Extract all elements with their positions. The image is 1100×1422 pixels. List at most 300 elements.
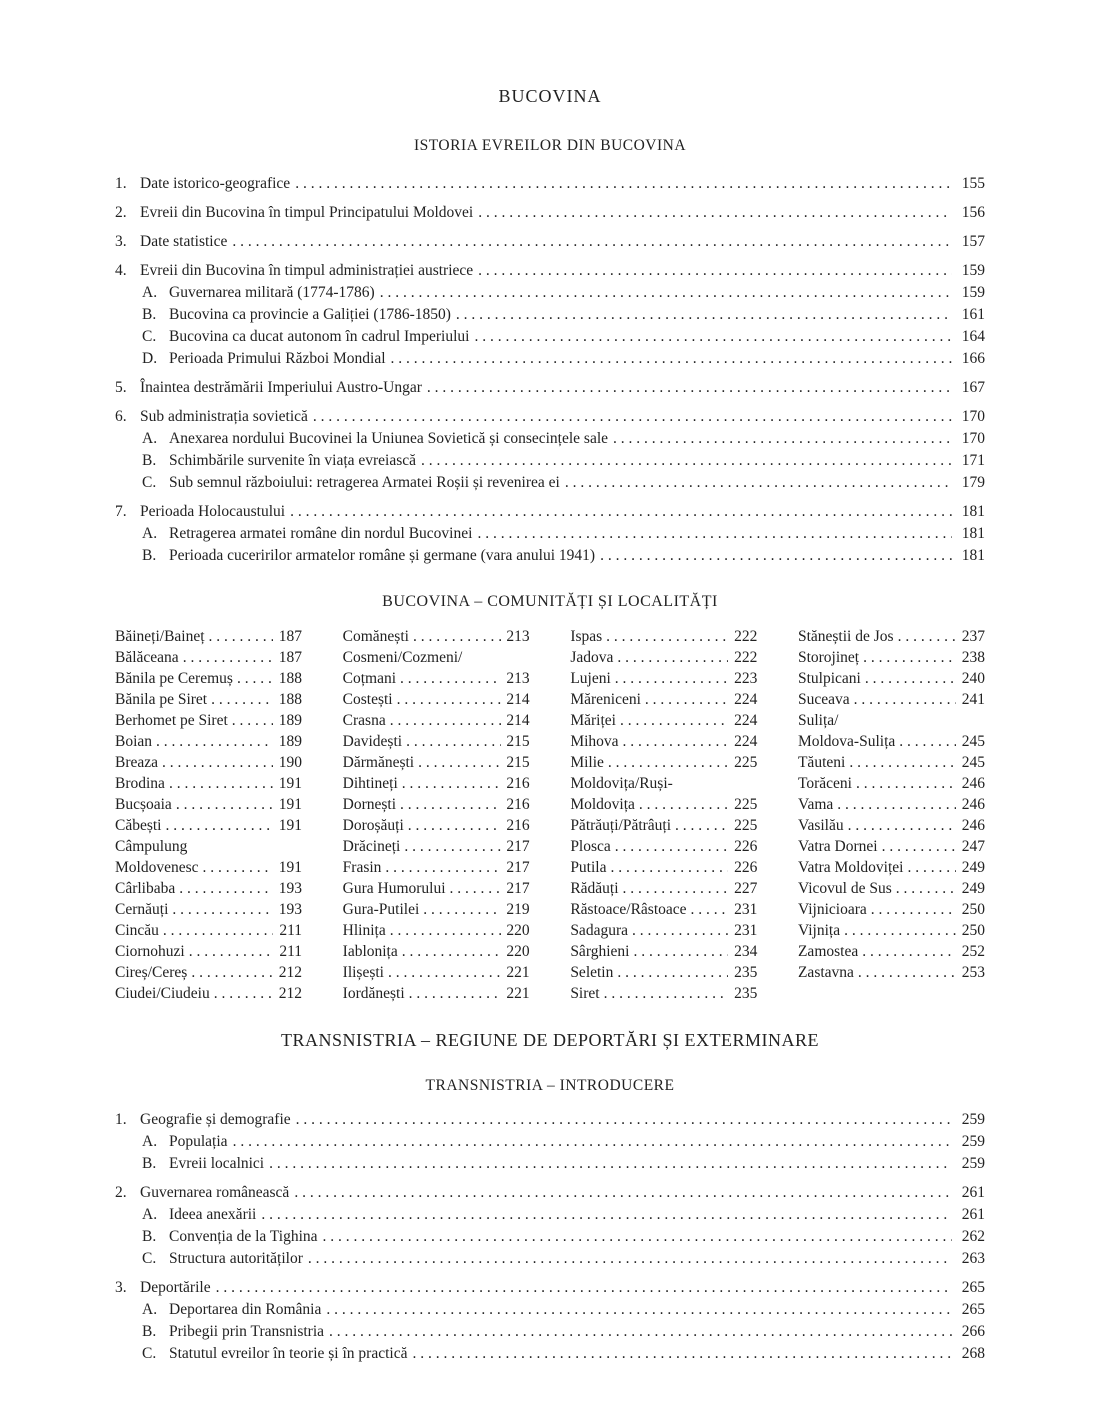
toc-entry — [115, 348, 985, 370]
entry-title: Evreii localnici — [169, 1155, 265, 1172]
locality-entry — [798, 899, 985, 920]
locality-name: Costești — [342, 691, 393, 708]
locality-name: Stăneștii de Jos — [797, 628, 894, 645]
locality-page-number: 250 — [961, 922, 985, 939]
dot-leader — [610, 857, 728, 878]
dot-leader — [623, 731, 729, 752]
locality-column — [798, 626, 985, 1004]
locality-name: Gura-Putilei — [342, 901, 420, 918]
locality-page-number: 246 — [961, 775, 985, 792]
locality-entry — [570, 710, 757, 731]
locality-page-number: 216 — [506, 775, 530, 792]
entry-number: 2. — [115, 1184, 127, 1201]
locality-name: Comănești — [342, 628, 409, 645]
entry-title: Populația — [169, 1133, 228, 1150]
entry-page-number: 170 — [961, 408, 985, 425]
entry-number: 3. — [115, 233, 127, 250]
entry-number: C. — [142, 328, 157, 345]
locality-name: Jadova — [570, 649, 614, 666]
toc-entry — [115, 1343, 985, 1365]
locality-entry — [115, 731, 302, 752]
dot-leader — [478, 202, 952, 224]
dot-leader — [406, 731, 501, 752]
locality-page-number: 217 — [506, 859, 530, 876]
dot-leader — [269, 1153, 952, 1175]
toc-entry — [115, 1299, 985, 1321]
dot-leader — [844, 920, 956, 941]
dot-leader — [858, 962, 956, 983]
dot-leader — [390, 920, 501, 941]
locality-name: Vasilău — [797, 817, 844, 834]
locality-entry — [115, 836, 302, 857]
locality-page-number: 226 — [734, 859, 758, 876]
entry-number: 6. — [115, 408, 127, 425]
entry-title: Deportările — [140, 1279, 211, 1296]
entry-page-number: 159 — [961, 284, 985, 301]
dot-leader — [632, 920, 728, 941]
entry-page-number: 159 — [961, 262, 985, 279]
locality-name: Moldova-Sulița — [797, 733, 896, 750]
locality-name: Coțmani — [342, 670, 397, 687]
locality-page-number: 249 — [961, 859, 985, 876]
toc-entry — [115, 1131, 985, 1153]
dot-leader — [865, 668, 956, 689]
dot-leader — [856, 773, 956, 794]
locality-name: Băineți/Baineț — [115, 628, 205, 645]
entry-page-number: 261 — [961, 1184, 985, 1201]
dot-leader — [477, 523, 952, 545]
locality-name: Brodina — [115, 775, 165, 792]
toc-entry — [115, 1204, 985, 1226]
entry-page-number: 259 — [961, 1155, 985, 1172]
dot-leader — [390, 710, 501, 731]
entry-page-number: 268 — [961, 1345, 985, 1362]
dot-leader — [189, 941, 273, 962]
dot-leader — [478, 260, 952, 282]
entry-title: Date istorico-geografice — [140, 175, 291, 192]
dot-leader — [604, 983, 729, 1004]
dot-leader — [183, 647, 273, 668]
locality-entry — [343, 731, 530, 752]
toc-entry — [115, 1277, 985, 1299]
dot-leader — [179, 878, 273, 899]
dot-leader — [203, 857, 273, 878]
toc-entry — [115, 326, 985, 348]
dot-leader — [261, 1204, 952, 1226]
locality-entry — [570, 941, 757, 962]
locality-page-number: 193 — [278, 880, 302, 897]
locality-page-number: 214 — [506, 712, 530, 729]
locality-name: Vatra Dornei — [797, 838, 878, 855]
locality-name: Vatra Moldoviței — [797, 859, 904, 876]
locality-name: Dihtineți — [342, 775, 398, 792]
locality-page-number: 216 — [506, 817, 530, 834]
dot-leader — [216, 1277, 952, 1299]
section-subtitle-istoria: ISTORIA EVREILOR DIN BUCOVINA — [413, 137, 687, 154]
locality-entry — [570, 815, 757, 836]
entry-title: Guvernarea românească — [140, 1184, 290, 1201]
dot-leader — [214, 983, 273, 1004]
entry-number: A. — [142, 284, 158, 301]
toc-entry — [115, 282, 985, 304]
dot-leader — [233, 1131, 952, 1153]
dot-leader — [882, 836, 956, 857]
locality-page-number: 253 — [961, 964, 985, 981]
locality-entry — [570, 878, 757, 899]
locality-name: Bălăceana — [115, 649, 179, 666]
locality-entry — [115, 941, 302, 962]
entry-title: Statutul evreilor în teorie și în practică — [169, 1345, 408, 1362]
entry-number: B. — [142, 547, 157, 564]
locality-page-number: 222 — [734, 649, 758, 666]
entry-number: 2. — [115, 204, 127, 221]
locality-entry — [798, 731, 985, 752]
entry-number: 1. — [115, 1111, 127, 1128]
localities-columns — [115, 626, 985, 1004]
entry-page-number: 181 — [961, 503, 985, 520]
locality-entry — [115, 752, 302, 773]
dot-leader — [608, 752, 728, 773]
toc-entry — [115, 231, 985, 253]
entry-number: B. — [142, 306, 157, 323]
entry-number: C. — [142, 1250, 157, 1267]
locality-entry — [343, 752, 530, 773]
locality-entry — [115, 794, 302, 815]
locality-page-number: 238 — [961, 649, 985, 666]
entry-title: Bucovina ca provincie a Galiției (1786-1850) — [169, 306, 451, 323]
locality-entry — [798, 626, 985, 647]
locality-page-number: 246 — [961, 796, 985, 813]
locality-page-number: 217 — [506, 838, 530, 855]
dot-leader — [308, 1248, 952, 1270]
entry-page-number: 266 — [961, 1323, 985, 1340]
locality-name: Zastavna — [797, 964, 854, 981]
toc-entry — [115, 1321, 985, 1343]
dot-leader — [620, 710, 728, 731]
locality-entry — [570, 668, 757, 689]
locality-entry — [343, 668, 530, 689]
locality-page-number: 235 — [734, 985, 758, 1002]
locality-name: Doroșăuți — [342, 817, 404, 834]
locality-entry — [570, 752, 757, 773]
locality-page-number: 220 — [506, 943, 530, 960]
locality-entry — [115, 647, 302, 668]
entry-number: A. — [142, 1301, 158, 1318]
dot-leader — [329, 1321, 952, 1343]
locality-entry — [798, 920, 985, 941]
entry-page-number: 262 — [961, 1228, 985, 1245]
locality-name: Moldovița/Ruși- — [570, 775, 673, 792]
locality-name: Răstoace/Râstoace — [570, 901, 687, 918]
locality-entry — [570, 647, 757, 668]
locality-page-number: 188 — [278, 670, 302, 687]
locality-entry — [115, 857, 302, 878]
entry-title: Pribegii prin Transnistria — [169, 1323, 325, 1340]
locality-column — [343, 626, 530, 1004]
dot-leader — [380, 282, 952, 304]
entry-page-number: 265 — [961, 1279, 985, 1296]
dot-leader — [863, 647, 956, 668]
locality-name: Drăcineți — [342, 838, 401, 855]
dot-leader — [176, 794, 273, 815]
locality-page-number: 231 — [734, 922, 758, 939]
entry-title: Evreii din Bucovina în timpul administrației austriece — [140, 262, 474, 279]
locality-column — [115, 626, 302, 1004]
locality-entry — [343, 689, 530, 710]
locality-name: Breaza — [115, 754, 159, 771]
locality-entry — [570, 962, 757, 983]
entry-page-number: 170 — [961, 430, 985, 447]
section-subtitle-introducere: TRANSNISTRIA – INTRODUCERE — [425, 1077, 675, 1094]
entry-page-number: 181 — [961, 547, 985, 564]
entry-number: A. — [142, 430, 158, 447]
entry-title: Deportarea din România — [169, 1301, 322, 1318]
dot-leader — [633, 941, 728, 962]
entry-page-number: 259 — [961, 1111, 985, 1128]
dot-leader — [404, 836, 500, 857]
entry-title: Convenția de la Tighina — [169, 1228, 318, 1245]
locality-name: Vicovul de Sus — [797, 880, 892, 897]
locality-entry — [570, 626, 757, 647]
locality-entry — [343, 710, 530, 731]
dot-leader — [400, 668, 501, 689]
locality-page-number: 216 — [506, 796, 530, 813]
locality-entry — [570, 689, 757, 710]
transnistria-toc-list — [115, 1109, 985, 1365]
entry-page-number: 155 — [961, 175, 985, 192]
entry-title: Guvernarea militară (1774-1786) — [169, 284, 375, 301]
locality-page-number: 221 — [506, 985, 530, 1002]
dot-leader — [691, 899, 729, 920]
locality-page-number: 215 — [506, 733, 530, 750]
entry-page-number: 265 — [961, 1301, 985, 1318]
locality-name: Sadagura — [570, 922, 628, 939]
dot-leader — [837, 794, 956, 815]
entry-page-number: 156 — [961, 204, 985, 221]
locality-page-number: 249 — [961, 880, 985, 897]
dot-leader — [169, 773, 273, 794]
locality-name: Dărmănești — [342, 754, 415, 771]
dot-leader — [645, 689, 728, 710]
entry-title: Date statistice — [140, 233, 228, 250]
locality-entry — [343, 794, 530, 815]
dot-leader — [232, 231, 952, 253]
locality-name: Seletin — [570, 964, 614, 981]
dot-leader — [313, 406, 952, 428]
locality-page-number: 223 — [734, 670, 758, 687]
locality-page-number: 193 — [278, 901, 302, 918]
locality-page-number: 227 — [734, 880, 758, 897]
toc-entry — [115, 304, 985, 326]
dot-leader — [617, 647, 728, 668]
locality-entry — [115, 773, 302, 794]
locality-page-number: 237 — [961, 628, 985, 645]
locality-name: Ilișești — [342, 964, 384, 981]
locality-entry — [570, 773, 757, 794]
locality-name: Măreniceni — [570, 691, 641, 708]
locality-entry — [115, 626, 302, 647]
entry-title: Anexarea nordului Bucovinei la Uniunea Sovietică și consecințele sale — [169, 430, 609, 447]
locality-page-number: 247 — [961, 838, 985, 855]
entry-number: 1. — [115, 175, 127, 192]
locality-name: Davidești — [342, 733, 403, 750]
dot-leader — [606, 626, 728, 647]
entry-page-number: 164 — [961, 328, 985, 345]
locality-name: Moldovenesc — [115, 859, 199, 876]
locality-entry — [798, 710, 985, 731]
locality-entry — [570, 899, 757, 920]
locality-page-number: 213 — [506, 670, 530, 687]
locality-page-number: 250 — [961, 901, 985, 918]
dot-leader — [408, 815, 501, 836]
dot-leader — [418, 752, 501, 773]
locality-entry — [798, 689, 985, 710]
locality-entry — [570, 836, 757, 857]
locality-name: Gura Humorului — [342, 880, 446, 897]
entry-number: 3. — [115, 1279, 127, 1296]
dot-leader — [565, 472, 952, 494]
locality-entry — [343, 920, 530, 941]
locality-entry — [343, 815, 530, 836]
dot-leader — [907, 857, 956, 878]
dot-leader — [237, 668, 273, 689]
dot-leader — [600, 545, 952, 567]
dot-leader — [156, 731, 273, 752]
toc-entry — [115, 1109, 985, 1131]
entry-page-number: 263 — [961, 1250, 985, 1267]
locality-page-number: 212 — [278, 964, 302, 981]
locality-name: Frasin — [342, 859, 382, 876]
locality-page-number: 245 — [961, 733, 985, 750]
locality-name: Măriței — [570, 712, 616, 729]
section-heading-transnistria: TRANSNISTRIA – REGIUNE DE DEPORTĂRI ȘI EXTERMINARE — [281, 1030, 819, 1050]
entry-title: Schimbările survenite în viața evreiască — [169, 452, 417, 469]
locality-entry — [798, 773, 985, 794]
toc-entry — [115, 428, 985, 450]
locality-name: Bucșoaia — [115, 796, 172, 813]
locality-entry — [115, 920, 302, 941]
locality-entry — [115, 878, 302, 899]
entry-number: 7. — [115, 503, 127, 520]
locality-page-number: 221 — [506, 964, 530, 981]
locality-name: Sârghieni — [570, 943, 630, 960]
dot-leader — [323, 1226, 952, 1248]
locality-page-number: 211 — [279, 943, 302, 960]
dot-leader — [290, 501, 952, 523]
entry-number: A. — [142, 1133, 158, 1150]
locality-entry — [115, 668, 302, 689]
toc-entry — [115, 1248, 985, 1270]
locality-name: Cireș/Cereș — [115, 964, 188, 981]
locality-name: Căbești — [115, 817, 162, 834]
page-title: BUCOVINA — [498, 86, 602, 106]
locality-name: Cernăuți — [115, 901, 169, 918]
locality-page-number: 191 — [278, 817, 302, 834]
locality-page-number: 191 — [278, 775, 302, 792]
entry-page-number: 179 — [961, 474, 985, 491]
locality-name: Lujeni — [570, 670, 611, 687]
locality-page-number: 222 — [734, 628, 758, 645]
locality-entry — [343, 878, 530, 899]
dot-leader — [296, 1109, 952, 1131]
locality-page-number: 234 — [734, 943, 758, 960]
locality-name: Putila — [570, 859, 607, 876]
locality-entry — [115, 983, 302, 1004]
dot-leader — [294, 1182, 952, 1204]
locality-page-number: 213 — [506, 628, 530, 645]
bucovina-toc-list — [115, 173, 985, 567]
dot-leader — [397, 689, 501, 710]
locality-name: Ciudei/Ciudeiu — [115, 985, 210, 1002]
locality-name: Bănila pe Siret — [115, 691, 208, 708]
entry-page-number: 166 — [961, 350, 985, 367]
dot-leader — [456, 304, 952, 326]
locality-name: Pătrăuți/Pătrâuți — [570, 817, 672, 834]
toc-entry — [115, 1226, 985, 1248]
locality-page-number: 224 — [734, 733, 758, 750]
locality-page-number: 212 — [278, 985, 302, 1002]
locality-page-number: 225 — [734, 817, 758, 834]
locality-name: Ispas — [570, 628, 603, 645]
toc-entry — [115, 501, 985, 523]
locality-page-number: 189 — [278, 733, 302, 750]
entry-page-number: 261 — [961, 1206, 985, 1223]
locality-page-number: 224 — [734, 691, 758, 708]
dot-leader — [402, 773, 501, 794]
locality-name: Vijnița — [797, 922, 841, 939]
entry-page-number: 167 — [961, 379, 985, 396]
locality-entry — [343, 836, 530, 857]
toc-entry — [115, 1182, 985, 1204]
dot-leader — [639, 794, 728, 815]
locality-entry — [343, 647, 530, 668]
locality-page-number: 224 — [734, 712, 758, 729]
dot-leader — [209, 626, 273, 647]
entry-title: Ideea anexării — [169, 1206, 257, 1223]
entry-page-number: 157 — [961, 233, 985, 250]
dot-leader — [412, 1343, 952, 1365]
locality-entry — [798, 647, 985, 668]
locality-entry — [798, 836, 985, 857]
locality-page-number: 191 — [278, 796, 302, 813]
dot-leader — [326, 1299, 952, 1321]
entry-number: B. — [142, 452, 157, 469]
dot-leader — [849, 752, 956, 773]
locality-page-number: 191 — [278, 859, 302, 876]
locality-name: Iablonița — [342, 943, 398, 960]
locality-page-number: 225 — [734, 754, 758, 771]
locality-name: Câmpulung — [115, 838, 188, 855]
entry-number: D. — [142, 350, 158, 367]
dot-leader — [295, 173, 952, 195]
locality-page-number: 214 — [506, 691, 530, 708]
dot-leader — [163, 920, 273, 941]
toc-entry — [115, 545, 985, 567]
entry-number: B. — [142, 1228, 157, 1245]
section-heading-localitati: BUCOVINA – COMUNITĂȚI ȘI LOCALITĂȚI — [382, 593, 718, 610]
locality-name: Storojineț — [797, 649, 860, 666]
dot-leader — [613, 428, 952, 450]
locality-column — [570, 626, 757, 1004]
entry-number: A. — [142, 525, 158, 542]
dot-leader — [896, 878, 956, 899]
locality-page-number: 211 — [279, 922, 302, 939]
entry-number: B. — [142, 1323, 157, 1340]
locality-page-number: 246 — [961, 817, 985, 834]
dot-leader — [474, 326, 952, 348]
locality-entry — [570, 857, 757, 878]
dot-leader — [421, 450, 952, 472]
